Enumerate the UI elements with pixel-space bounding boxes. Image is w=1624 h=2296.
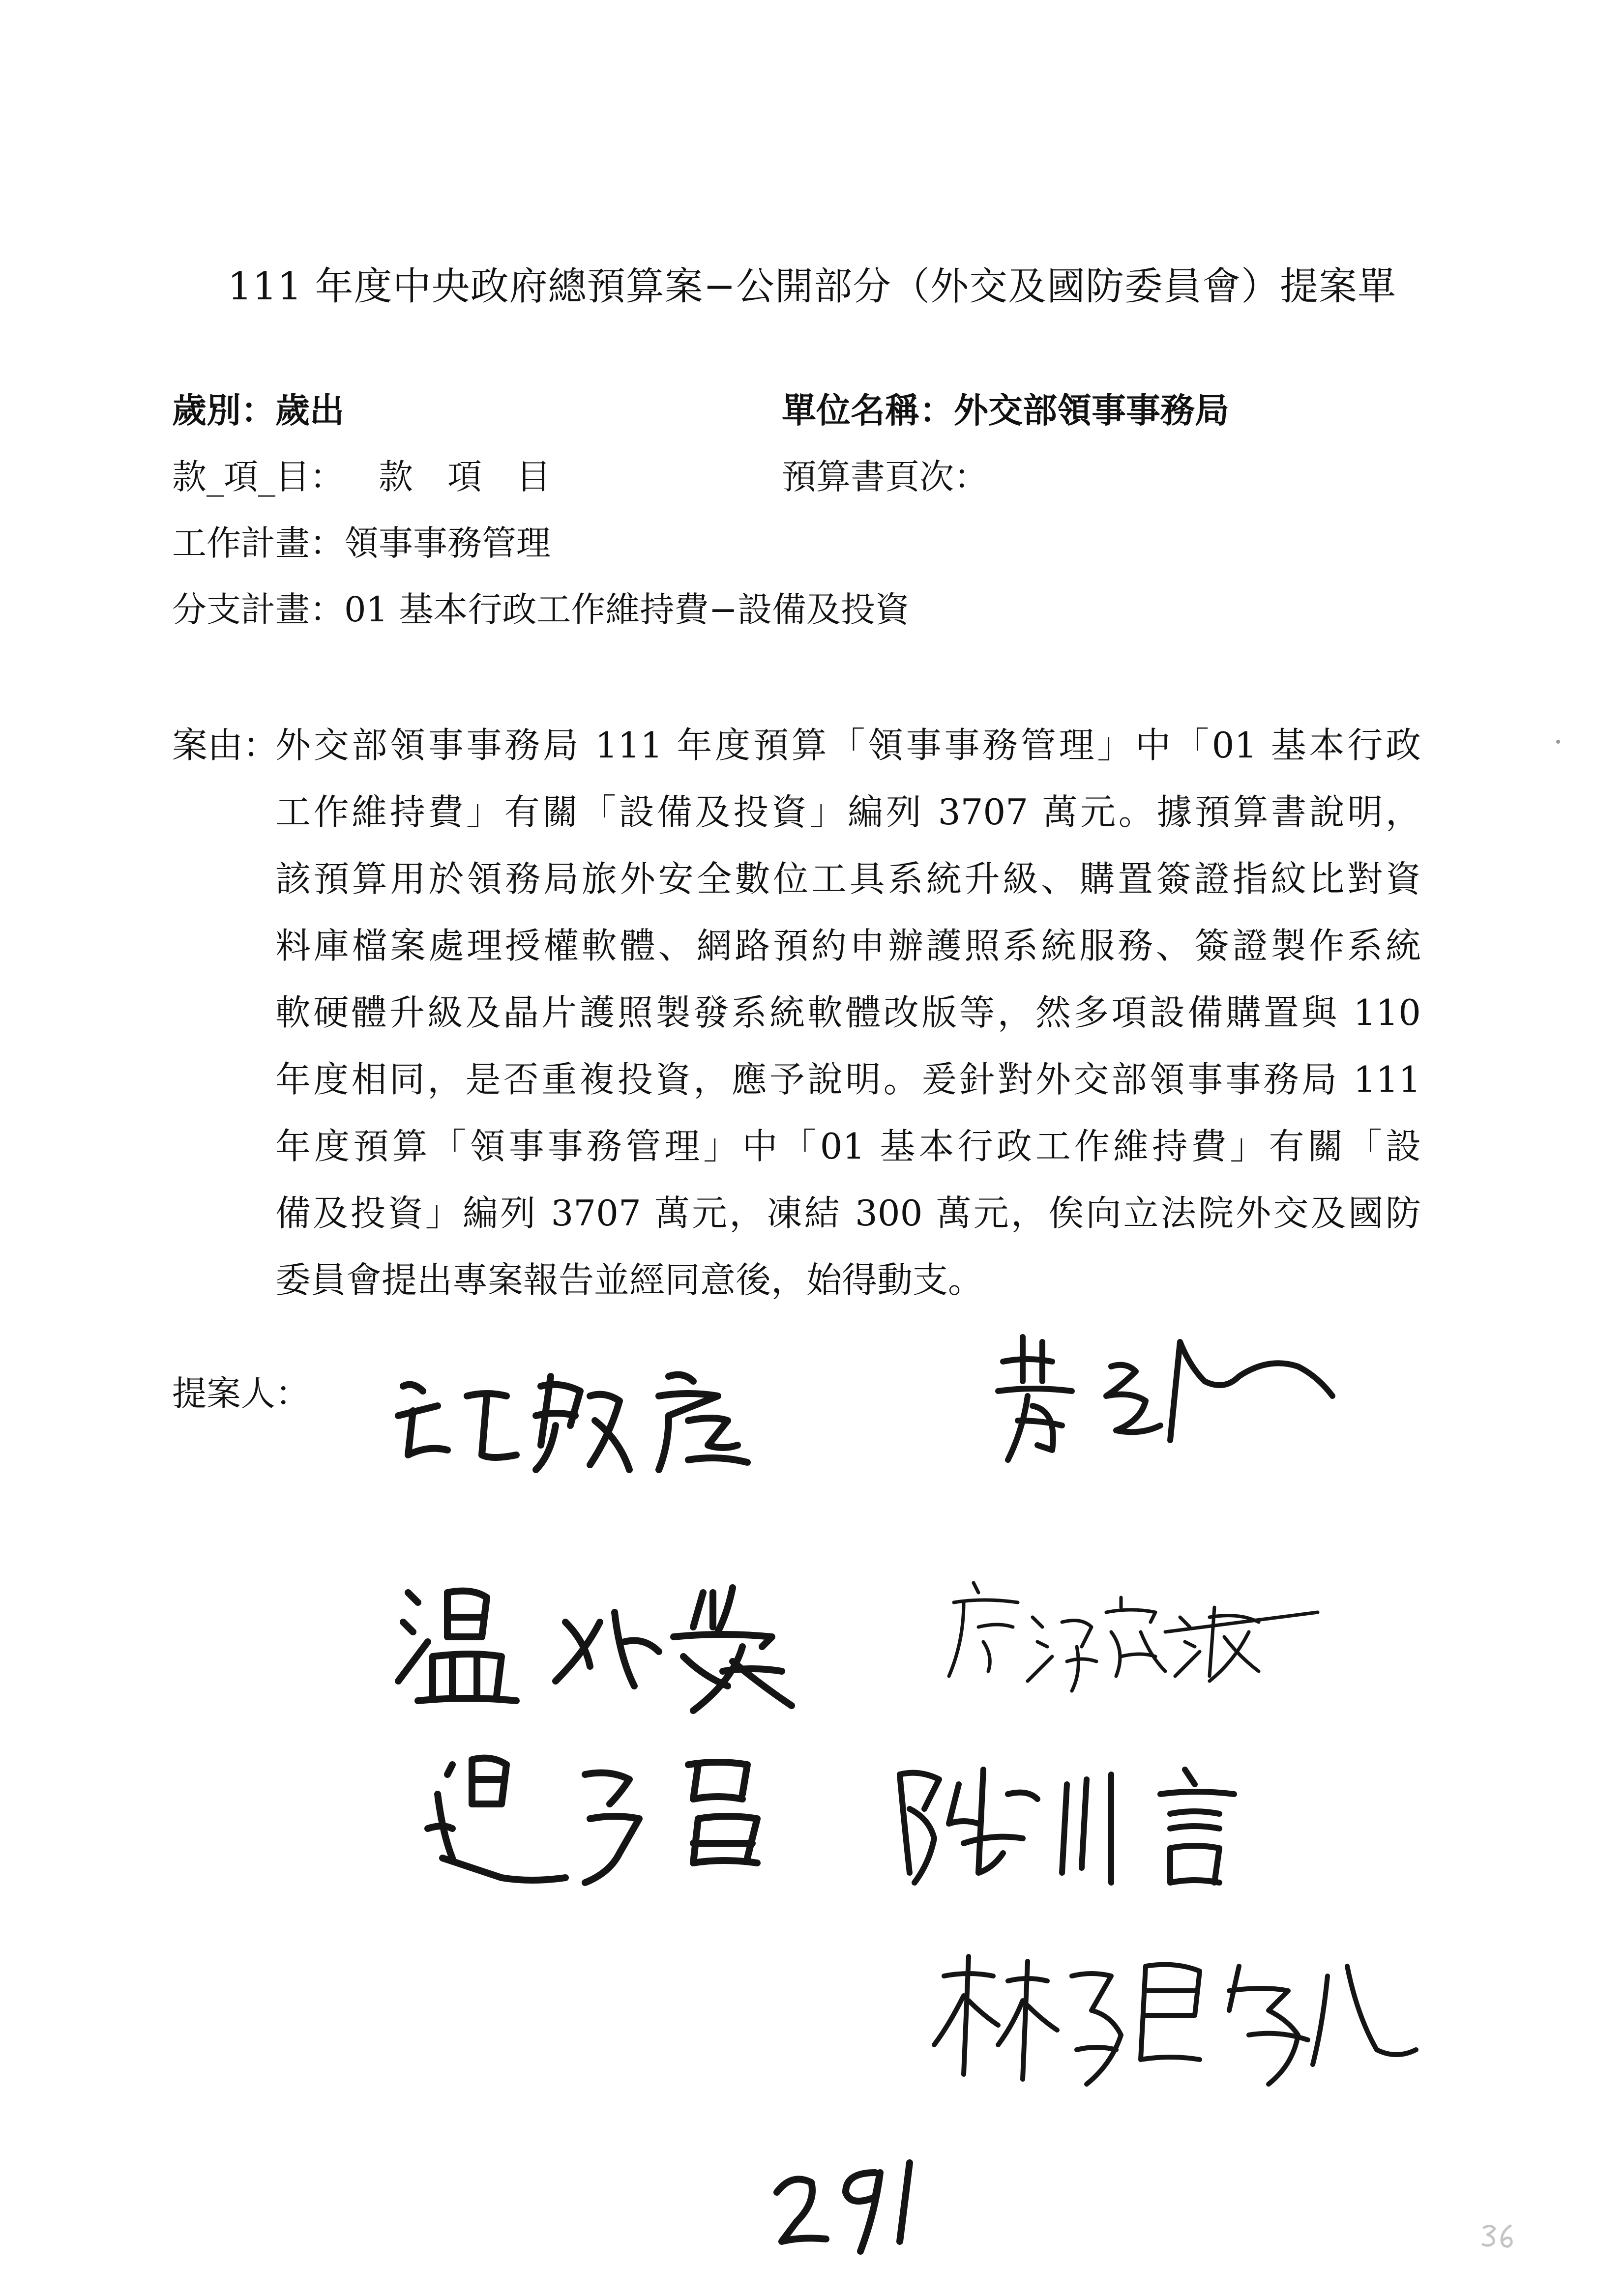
work-plan-label: 工作計畫： xyxy=(172,523,344,563)
signature-2 xyxy=(993,1322,1357,1470)
category-label: 歲別： xyxy=(172,390,275,431)
budget-page-field xyxy=(782,457,988,497)
unit-value: 外交部領事事務局 xyxy=(954,390,1229,431)
reason-line: 備及投資」編列 3707 萬元，凍結 300 萬元，俟向立法院外交及國防 xyxy=(275,1192,1421,1234)
unit-field xyxy=(782,390,1229,431)
item-field xyxy=(172,457,551,497)
sub-plan-label: 分支計畫： xyxy=(172,589,344,630)
signature-7 xyxy=(924,1937,1426,2123)
reason-text xyxy=(275,727,1421,1329)
signature-5 xyxy=(423,1745,826,1907)
signature-4 xyxy=(934,1558,1328,1715)
work-plan-field xyxy=(172,523,551,563)
item-kuan: 款 xyxy=(379,457,413,497)
unit-label: 單位名稱： xyxy=(782,390,954,431)
sub-plan-value: 01 基本行政工作維持費−設備及投資 xyxy=(344,589,910,630)
scan-speck xyxy=(1556,740,1560,744)
category-field xyxy=(172,390,344,431)
reason-line: 委員會提出專案報告並經同意後，始得動支。 xyxy=(275,1259,984,1301)
reason-line: 該預算用於領務局旅外安全數位工具系統升級、購置簽證指紋比對資 xyxy=(275,858,1421,900)
signature-6 xyxy=(880,1755,1352,1912)
handwritten-page-number xyxy=(767,2153,929,2263)
category-value: 歲出 xyxy=(275,390,344,431)
sub-plan-field xyxy=(172,589,910,630)
corner-stamp xyxy=(1480,2222,1519,2257)
item-mu: 目 xyxy=(516,457,551,497)
reason-line: 年度預算「領事事務管理」中「01 基本行政工作維持費」有關「設 xyxy=(275,1126,1421,1167)
reason-line: 外交部領事事務局 111 年度預算「領事事務管理」中「01 基本行政 xyxy=(275,725,1421,766)
work-plan-value: 領事事務管理 xyxy=(344,523,551,563)
reason-line: 軟硬體升級及晶片護照製發系統軟體改版等，然多項設備購置與 110 xyxy=(275,992,1421,1033)
reason-label: 案由： xyxy=(172,725,279,766)
signature-1 xyxy=(393,1357,816,1484)
reason-line: 料庫檔案處理授權軟體、網路預約申辦護照系統服務、簽證製作系統 xyxy=(275,925,1421,966)
item-label: 款_項_目： xyxy=(172,457,344,497)
reason-line: 工作維持費」有關「設備及投資」編列 3707 萬元。據預算書說明， xyxy=(275,791,1421,833)
item-xiang: 項 xyxy=(447,457,482,497)
reason-line: 年度相同，是否重複投資，應予說明。爰針對外交部領事事務局 111 xyxy=(275,1059,1421,1100)
document-title: 111 年度中央政府總預算案−公開部分（外交及國防委員會）提案單 xyxy=(227,264,1397,309)
signature-3 xyxy=(388,1573,831,1720)
proposer-label: 提案人： xyxy=(172,1373,310,1414)
budget-page-label: 預算書頁次： xyxy=(782,457,988,497)
